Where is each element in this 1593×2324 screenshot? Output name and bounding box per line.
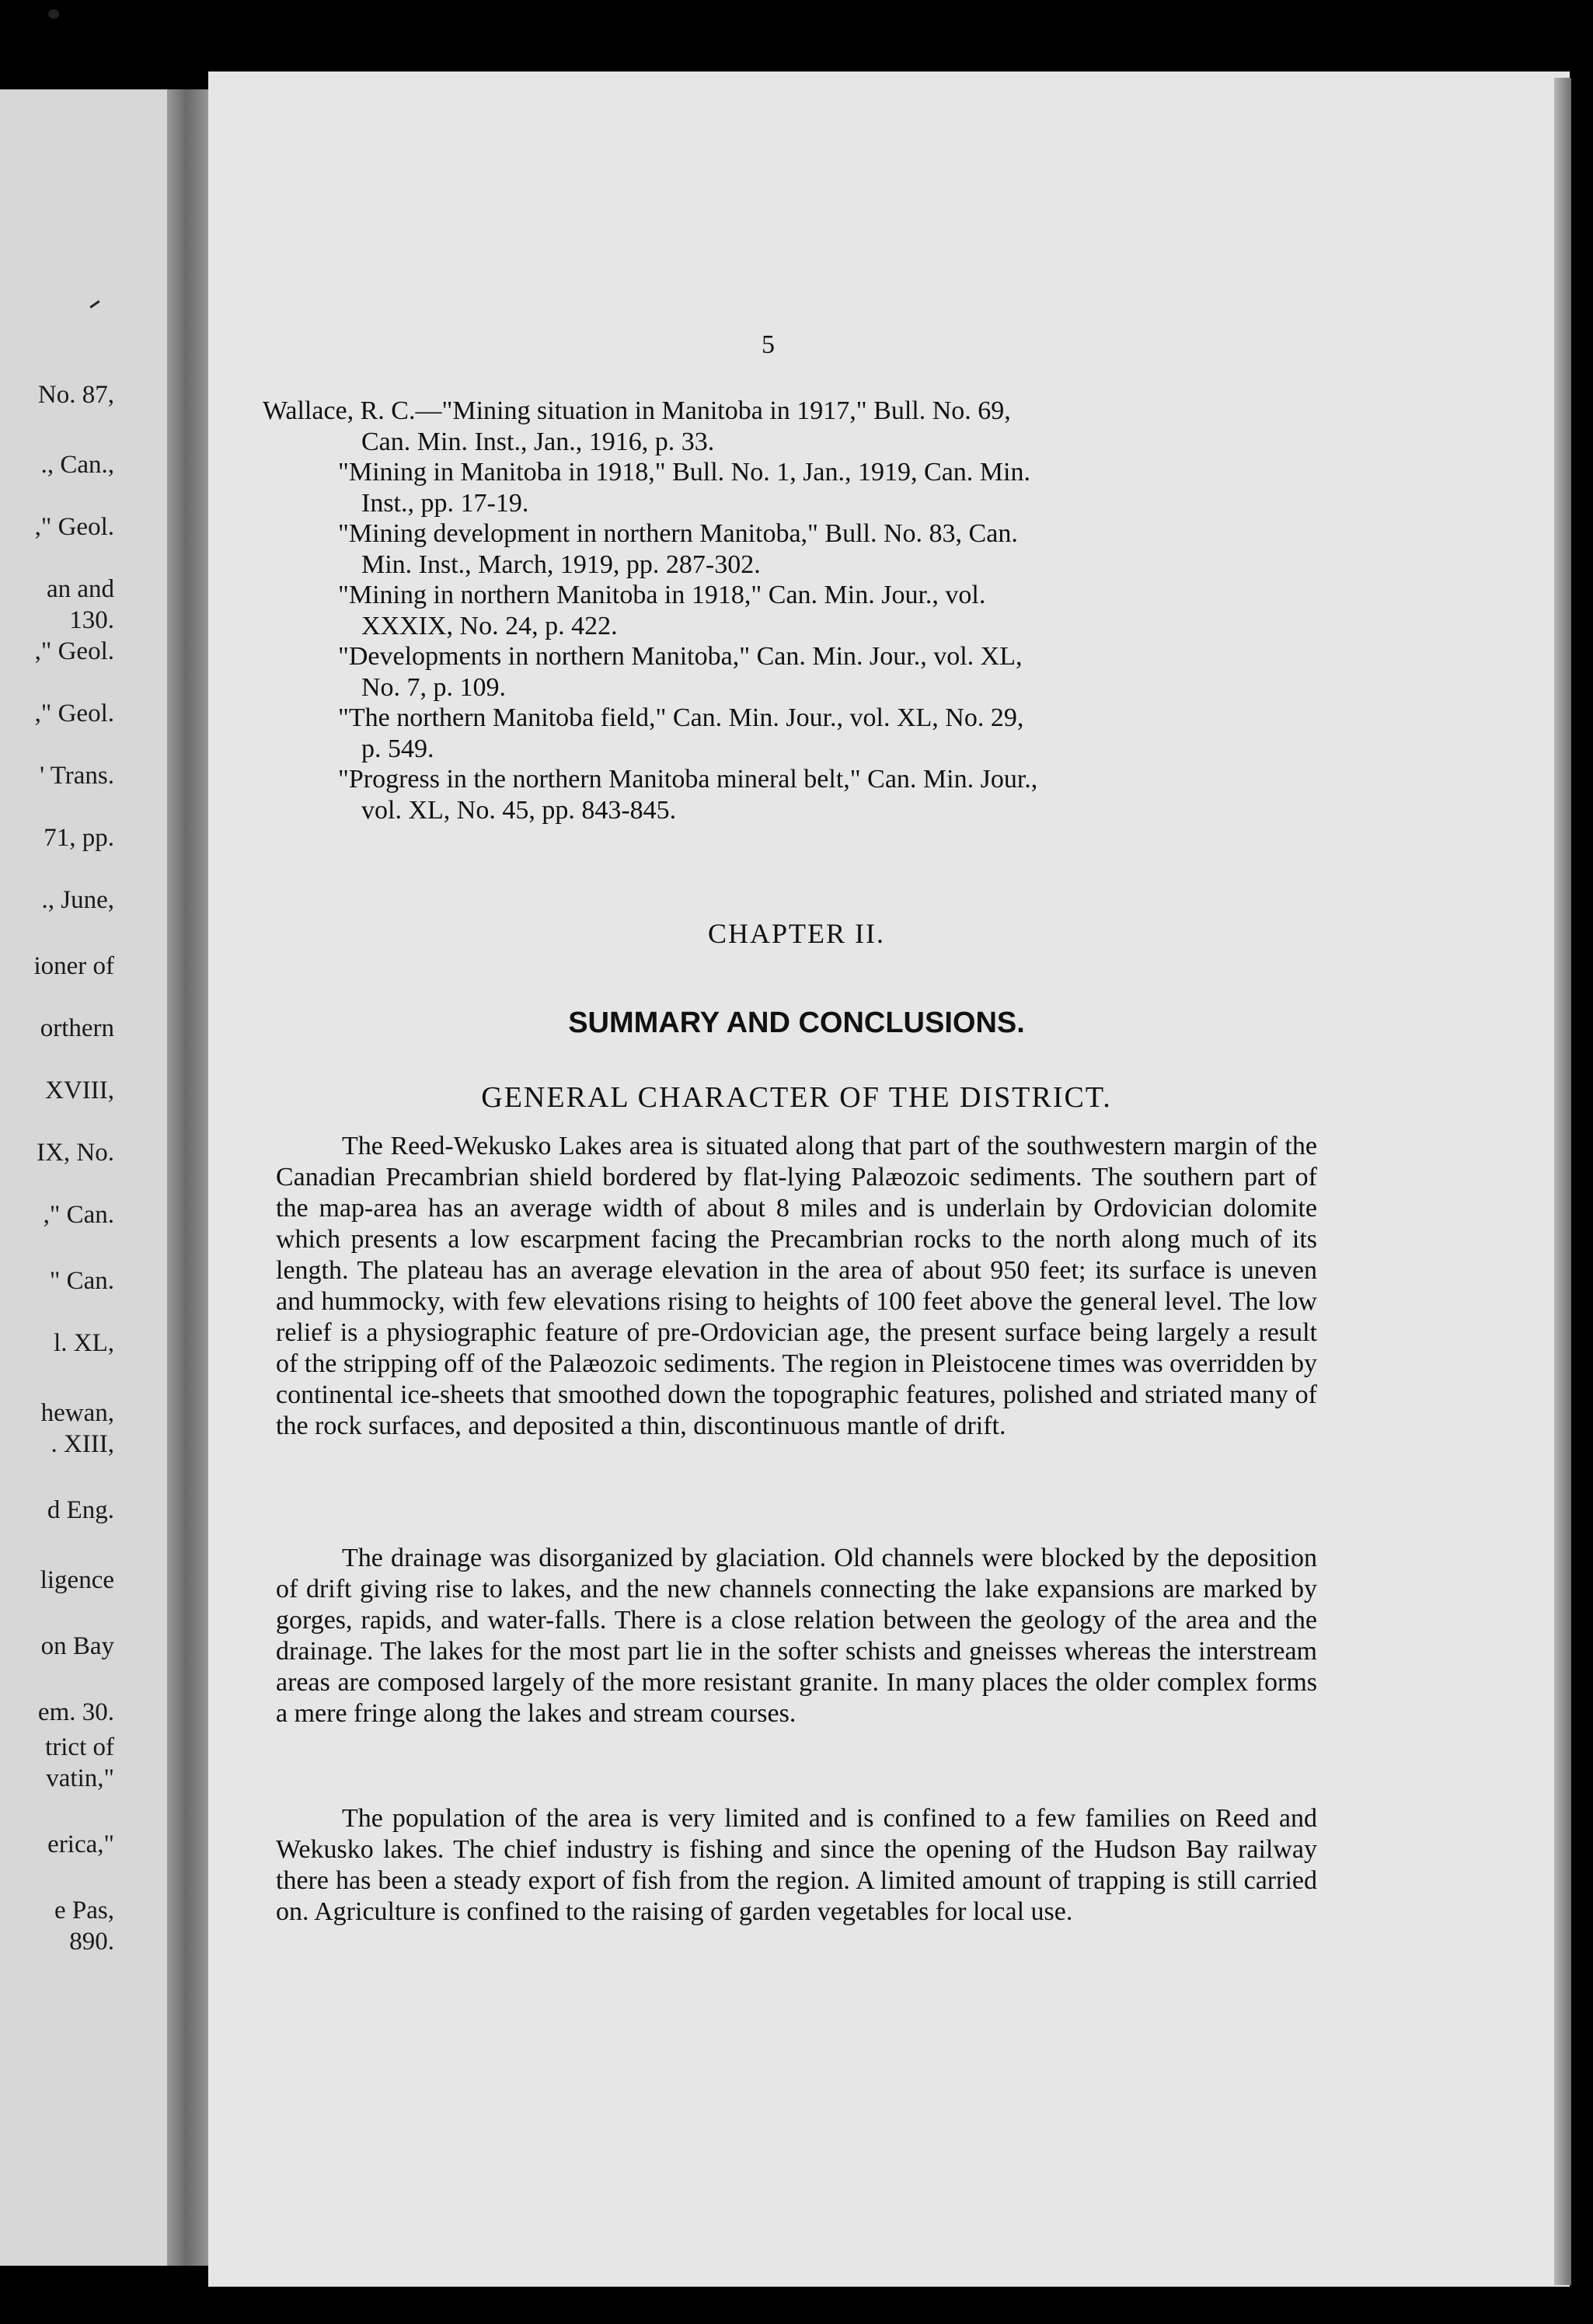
reference-line: "Developments in northern Manitoba," Can. Min. Jour., vol. XL, [338,642,1023,671]
left-page-fragment: vatin," [46,1764,114,1792]
left-page-fragment: an and [46,575,114,603]
left-page-fragment: 71, pp. [44,824,114,852]
reference-line: Min. Inst., March, 1919, pp. 287-302. [361,550,761,579]
reference-line: Can. Min. Inst., Jan., 1916, p. 33. [361,427,715,456]
left-page-fragment: ., June, [41,886,114,914]
left-page-fragment: d Eng. [47,1496,114,1524]
paragraph: The Reed-Wekusko Lakes area is situated along that part of the southwestern margin of the Canadian Precambrian shield bordered by flat-lying Palæozoic sediments. The southern part of the map-area has an average width of about 8 miles and is underlain by Ordovician dolomite which presents a low escarpment facing the Precambrian rocks to the north along much of its length. The plateau has an average elevation in the area of about 950 feet; its surface is uneven and hummocky, with few elevations rising to heights of 100 feet above the general level. The low relief is a physiographic feature of pre-Ordovician age, the present surface being largely a result of the stripping off of the Palæozoic sediments. The region in Pleistocene times was overridden by continental ice-sheets that smoothed down the topographic features, polished and striated many of the rock surfaces, and deposited a thin, discontinuous mantle of drift. [276,1132,1317,1440]
section-heading: GENERAL CHARACTER OF THE DISTRICT. [481,1081,1112,1114]
reference-line: No. 7, p. 109. [361,672,507,702]
left-page-fragment: orthern [40,1014,114,1042]
reference-line: "Mining in northern Manitoba in 1918," Can. Min. Jour., vol. [338,581,986,609]
left-page-fragment: ioner of [33,952,114,980]
reference-line: XXXIX, No. 24, p. 422. [361,611,618,640]
left-page-fragment: 890. [69,1928,114,1956]
scan-speck [48,9,59,19]
left-page-fragment: trict of [45,1733,114,1761]
left-page-fragment: No. 87, [37,381,114,409]
paragraph: The drainage was disorganized by glaciation. Old channels were blocked by the deposition of drift giving rise to lakes, and the new channels connecting the lake expansions are marked by gorges, rapids, and water-falls. There is a close relation between the geology of the area and the drainage. The lakes for the most part lie in the softer schists and gneisses whereas the interstream areas are composed largely of the more resistant granite. In many places the older complex forms a mere fringe along the lakes and stream courses. [276,1544,1317,1728]
paragraph: The population of the area is very limited and is confined to a few families on Reed and Wekusko lakes. The chief industry is fishing and since the opening of the Hudson Bay railway there has been a steady export of fish from the region. A limited amount of trapping is still carried on. Agriculture is confined to the raising of garden vegetables for local use. [276,1804,1317,1926]
reference-line: vol. XL, No. 45, pp. 843-845. [361,795,677,825]
left-page-fragment: ," Can. [43,1201,114,1229]
reference-line: p. 549. [361,734,434,763]
left-page-fragment: ," Geol. [34,513,114,541]
left-page-fragment: 130. [69,606,114,634]
reference-line: "Progress in the northern Manitoba mineral belt," Can. Min. Jour., [338,765,1038,794]
left-page-fragment: on Bay [40,1632,114,1660]
reference-line: Wallace, R. C.—"Mining situation in Manitoba in 1917," Bull. No. 69, [263,396,1011,425]
reference-line: "Mining development in northern Manitoba," Bull. No. 83, Can. [338,519,1018,548]
left-page-fragment: ., Can., [40,451,114,479]
left-page-fragment: " Can. [49,1267,114,1295]
reference-line: Inst., pp. 17-19. [361,488,529,518]
reference-line: "Mining in Manitoba in 1918," Bull. No. 1, Jan., 1919, Can. Min. [338,458,1030,487]
left-page-fragment: erica," [47,1830,114,1858]
left-page-edge [0,89,167,2266]
left-page-fragment: e Pas, [54,1897,114,1924]
page-edge-shadow [1554,78,1571,2285]
left-page-fragment: ligence [40,1566,114,1594]
reference-line: "The northern Manitoba field," Can. Min. Jour., vol. XL, No. 29, [338,703,1024,732]
left-page-fragment: ," Geol. [34,637,114,665]
page-number: 5 [762,330,775,359]
left-page-fragment: hewan, [40,1399,114,1427]
chapter-title: CHAPTER II. [708,918,885,949]
left-page-fragment: ' Trans. [40,762,114,790]
summary-heading: SUMMARY AND CONCLUSIONS. [568,1007,1025,1039]
left-page-fragment: XVIII, [45,1077,114,1104]
left-page-fragment: IX, No. [37,1139,114,1167]
left-page-fragment: . XIII, [51,1430,114,1458]
left-page-fragment: ," Geol. [34,700,114,728]
left-page-fragment: em. 30. [37,1698,114,1726]
left-page-fragment: l. XL, [54,1329,114,1357]
